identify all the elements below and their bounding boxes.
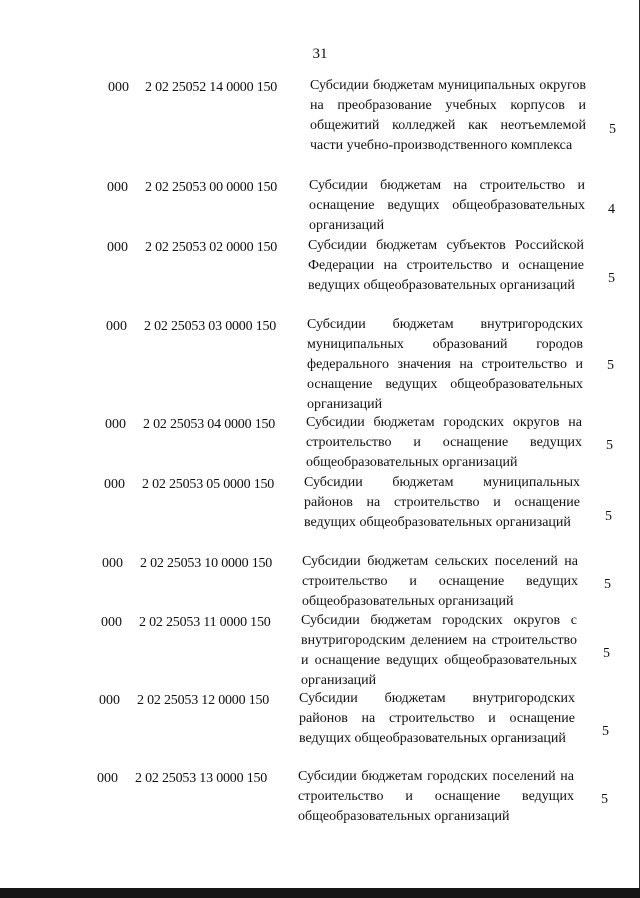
entry-value: 4 [608, 202, 615, 217]
admin-code: 000 [108, 80, 129, 95]
entry-value: 5 [609, 122, 616, 137]
kbk-code: 2 02 25052 14 0000 150 [145, 80, 278, 95]
admin-code: 000 [105, 417, 126, 432]
entry-value: 5 [601, 792, 608, 807]
entry-value: 5 [606, 438, 613, 453]
admin-code: 000 [102, 556, 123, 571]
entry-name: Субсидии бюджетам внутригородских муниципальных образований городов федерального значения на строительство и оснащение ведущих общеобразовательных организаций [307, 317, 583, 412]
admin-code: 000 [106, 319, 127, 334]
entry-name: Субсидии бюджетам сельских поселений на строительство и оснащение ведущих общеобразовательных организаций [302, 554, 578, 609]
kbk-code: 2 02 25053 11 0000 150 [139, 615, 271, 630]
admin-code: 000 [104, 477, 125, 492]
entry-value: 5 [602, 724, 609, 739]
kbk-code: 2 02 25053 04 0000 150 [143, 417, 276, 432]
kbk-code: 2 02 25053 10 0000 150 [140, 556, 273, 571]
kbk-code: 2 02 25053 03 0000 150 [144, 319, 277, 334]
page-number: 31 [312, 46, 328, 62]
admin-code: 000 [107, 240, 128, 255]
entry-name: Субсидии бюджетам внутригородских районов на строительство и оснащение ведущих общеобразовательных организаций [299, 691, 575, 746]
entry-name: Субсидии бюджетам субъектов Российской Федерации на строительство и оснащение ведущих общеобразовательных организаций [308, 238, 584, 293]
scan-bottom-edge [0, 888, 640, 898]
admin-code: 000 [97, 771, 118, 786]
entry-name: Субсидии бюджетам муниципальных округов на преобразование учебных корпусов и общежитий колледжей как неотъемлемой части учебно-производственного комплекса [310, 78, 586, 153]
entry-name: Субсидии бюджетам городских поселений на строительство и оснащение ведущих общеобразовательных организаций [298, 769, 574, 824]
entry-value: 5 [608, 271, 615, 286]
entry-value: 5 [603, 646, 610, 661]
entry-value: 5 [607, 358, 614, 373]
entry-name: Субсидии бюджетам на строительство и оснащение ведущих общеобразовательных организаций [309, 178, 585, 233]
kbk-code: 2 02 25053 12 0000 150 [137, 693, 270, 708]
entry-name: Субсидии бюджетам муниципальных районов на строительство и оснащение ведущих общеобразовательных организаций [304, 475, 580, 530]
kbk-code: 2 02 25053 05 0000 150 [142, 477, 275, 492]
entry-name: Субсидии бюджетам городских округов с внутригородским делением на строительство и оснащение ведущих общеобразовательных организаций [301, 613, 577, 688]
entry-name: Субсидии бюджетам городских округов на строительство и оснащение ведущих общеобразовательных организаций [306, 415, 582, 470]
admin-code: 000 [99, 693, 120, 708]
entry-value: 5 [604, 577, 611, 592]
admin-code: 000 [107, 180, 128, 195]
kbk-code: 2 02 25053 00 0000 150 [145, 180, 278, 195]
kbk-code: 2 02 25053 13 0000 150 [135, 771, 268, 786]
kbk-code: 2 02 25053 02 0000 150 [145, 240, 278, 255]
entry-value: 5 [605, 509, 612, 524]
admin-code: 000 [101, 615, 122, 630]
